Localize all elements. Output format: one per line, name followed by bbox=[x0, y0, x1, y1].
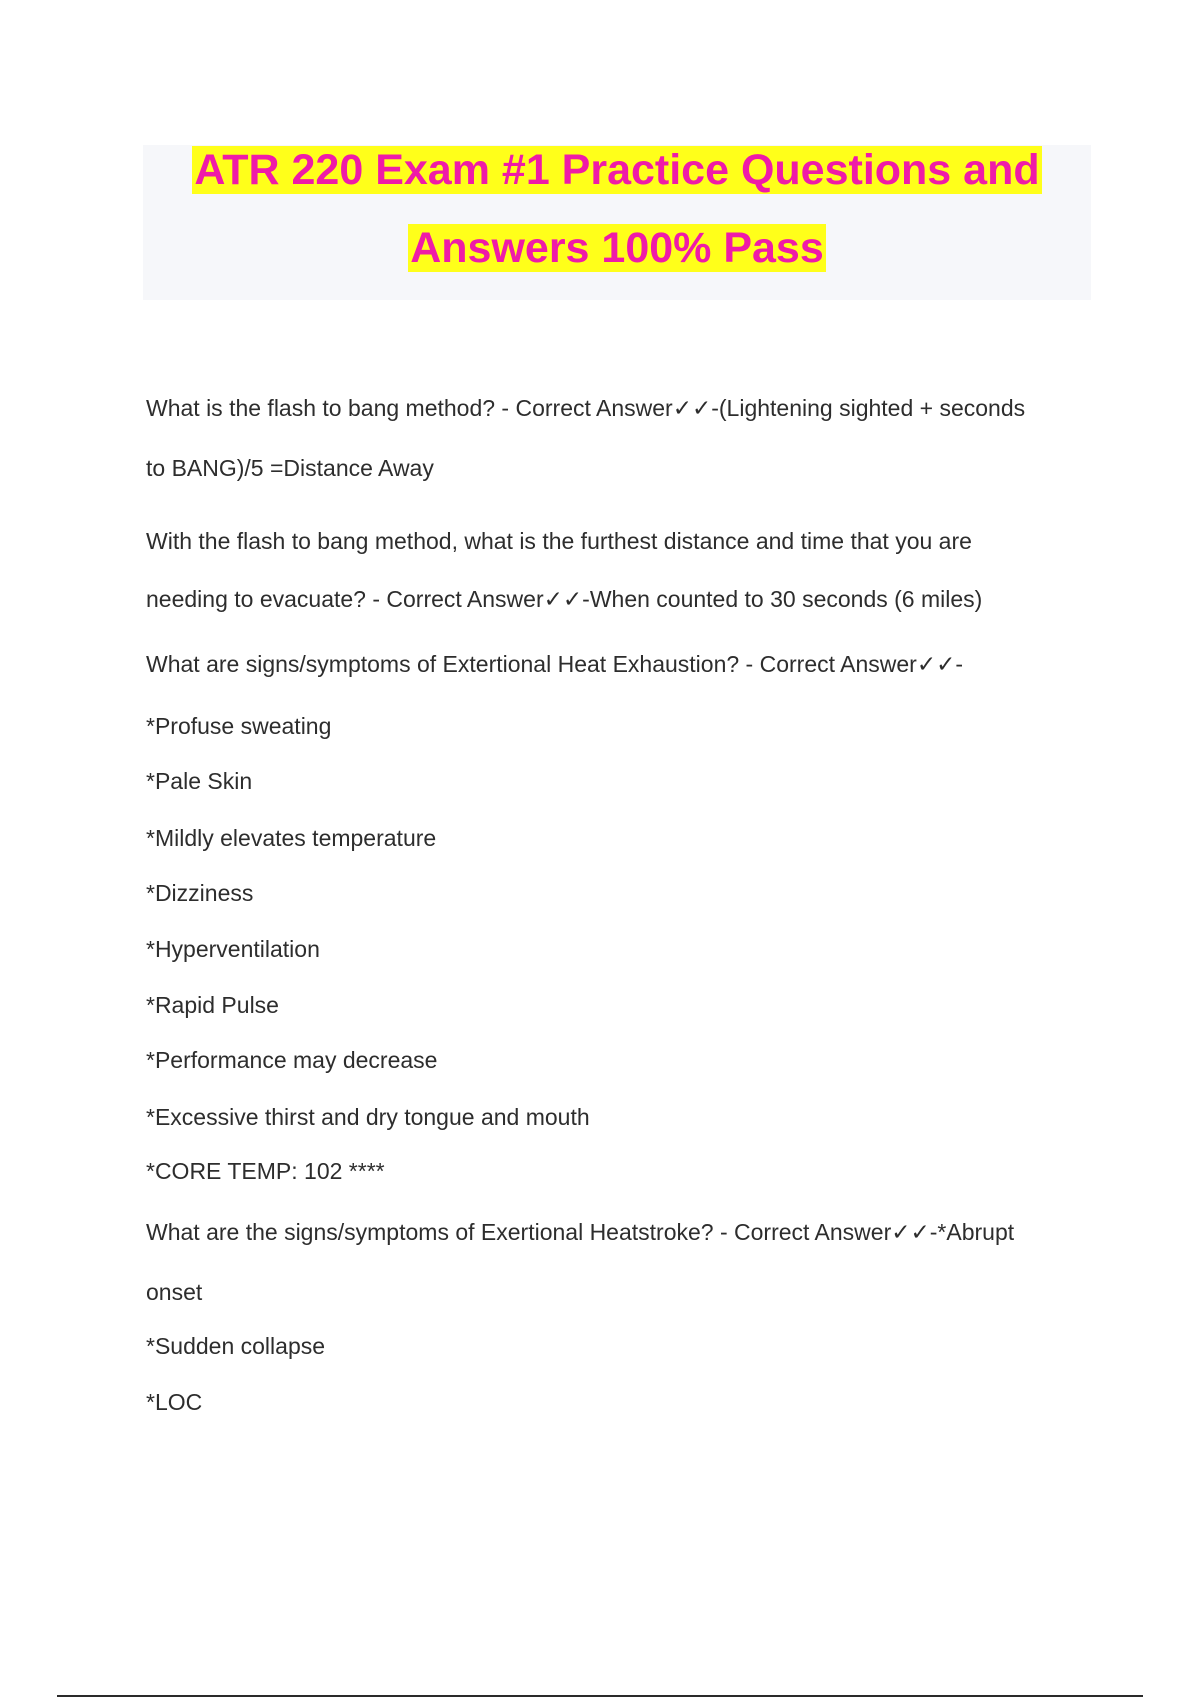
document-title-line-2 bbox=[143, 223, 1091, 273]
q3-line-2: *Profuse sweating bbox=[146, 713, 332, 739]
q3-line-6: *Hyperventilation bbox=[146, 936, 320, 962]
q2-line-2: needing to evacuate? - Correct Answer✓✓-When counted to 30 seconds (6 miles) bbox=[146, 586, 983, 612]
title-text-1: ATR 220 Exam #1 Practice Questions and bbox=[194, 146, 1040, 194]
q3-line-1: What are signs/symptoms of Extertional Heat Exhaustion? - Correct Answer✓✓- bbox=[146, 651, 964, 677]
q3-line-8: *Performance may decrease bbox=[146, 1047, 438, 1073]
q4-line-3: *Sudden collapse bbox=[146, 1333, 326, 1359]
q3-line-10: *CORE TEMP: 102 **** bbox=[146, 1158, 385, 1184]
q4-line-1: What are the signs/symptoms of Exertional Heatstroke? - Correct Answer✓✓-*Abrupt bbox=[146, 1219, 1015, 1245]
document-title-line-1 bbox=[143, 145, 1091, 195]
q1-line-1: What is the flash to bang method? - Correct Answer✓✓-(Lightening sighted + seconds bbox=[146, 395, 1026, 421]
q1-line-2: to BANG)/5 =Distance Away bbox=[146, 455, 434, 481]
title-banner bbox=[143, 145, 1091, 300]
q4-line-4: *LOC bbox=[146, 1389, 203, 1415]
q2-line-1: With the flash to bang method, what is the furthest distance and time that you are bbox=[146, 528, 972, 554]
title-text-2: Answers 100% Pass bbox=[410, 224, 824, 272]
page-footer-rule bbox=[57, 1695, 1143, 1697]
q3-line-3: *Pale Skin bbox=[146, 768, 253, 794]
q3-line-7: *Rapid Pulse bbox=[146, 992, 279, 1018]
q4-line-2: onset bbox=[146, 1279, 203, 1305]
q3-line-5: *Dizziness bbox=[146, 880, 254, 906]
q3-line-9: *Excessive thirst and dry tongue and mouth bbox=[146, 1104, 590, 1130]
q3-line-4: *Mildly elevates temperature bbox=[146, 825, 437, 851]
